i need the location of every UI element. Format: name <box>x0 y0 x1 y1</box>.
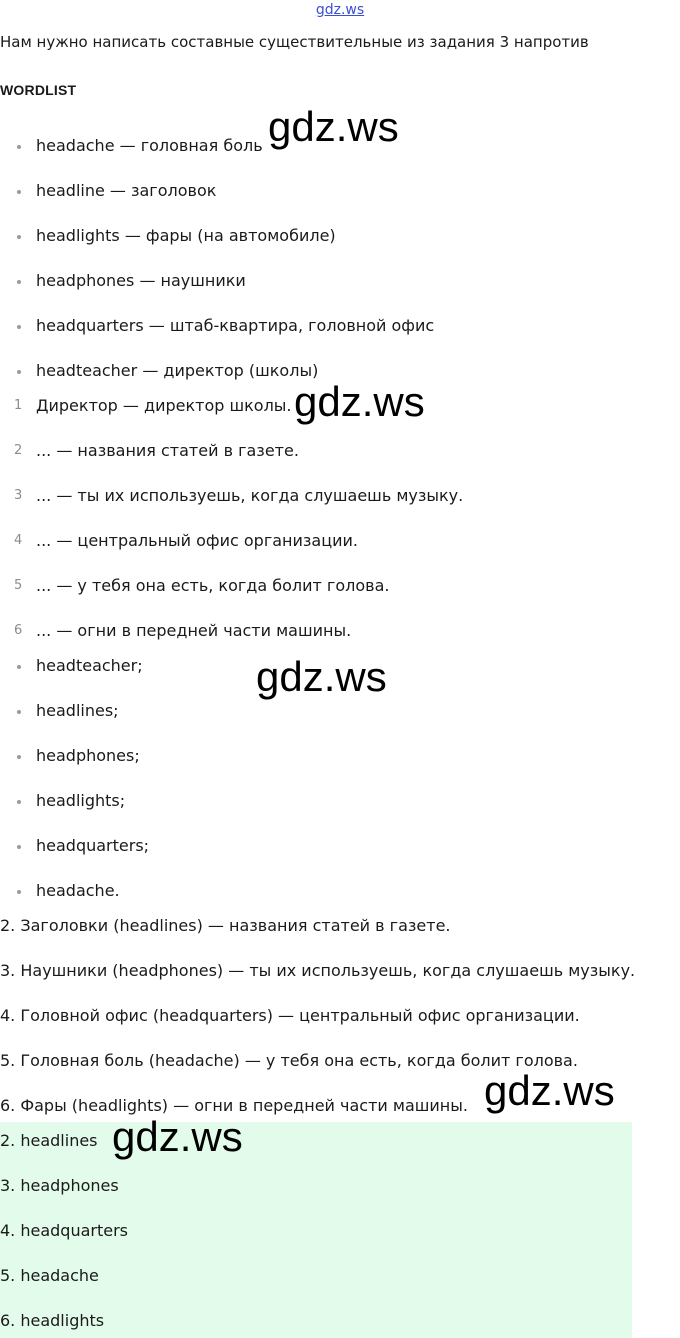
site-link[interactable]: gdz.ws <box>315 2 365 18</box>
item-number: 1 <box>14 398 23 413</box>
watermark: gdz.ws <box>112 1113 243 1160</box>
bullet-icon <box>17 800 21 804</box>
bullet-icon <box>17 755 21 759</box>
bullet-icon <box>17 665 21 669</box>
bullet-icon <box>17 370 21 374</box>
item-number: 6 <box>14 623 23 638</box>
bullet-icon <box>17 280 21 284</box>
watermark: gdz.ws <box>484 1067 615 1114</box>
bullet-icon <box>17 845 21 849</box>
bullet-icon <box>17 145 21 149</box>
wordlist-heading: WORDLIST <box>0 82 77 98</box>
bullet-icon <box>17 325 21 329</box>
intro-text: Нам нужно написать составные существительные из задания 3 напротив <box>0 33 589 51</box>
watermark: gdz.ws <box>294 378 425 425</box>
bullet-icon <box>17 235 21 239</box>
bullet-icon <box>17 710 21 714</box>
watermark: gdz.ws <box>256 653 387 700</box>
item-number: 5 <box>14 578 23 593</box>
bullet-icon <box>17 890 21 894</box>
bullet-icon <box>17 190 21 194</box>
item-number: 3 <box>14 488 23 503</box>
item-number: 2 <box>14 443 23 458</box>
item-number: 4 <box>14 533 23 548</box>
watermark: gdz.ws <box>268 103 399 150</box>
